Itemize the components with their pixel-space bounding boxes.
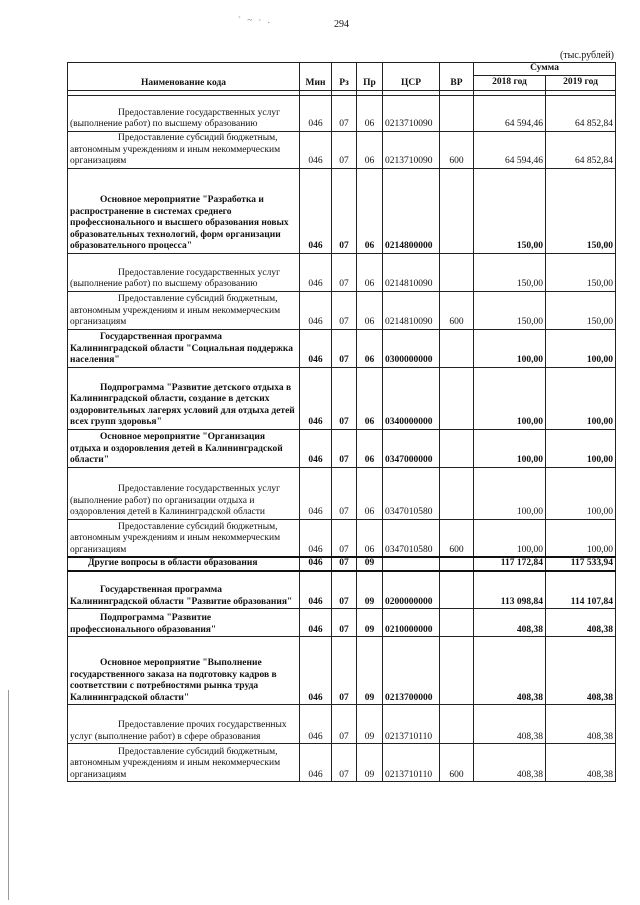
budget-table <box>67 62 616 782</box>
row-name: Предоставление субсидий бюджетным, автономным учреждениям и иным некоммерческим организациям <box>68 744 300 782</box>
header-name: Наименование кода <box>68 63 300 91</box>
row-pr: 06 <box>357 367 383 429</box>
header-year-2018: 2018 год <box>474 75 546 90</box>
row-csr: 0214810090 <box>383 291 440 329</box>
row-name: Государственная программа Калининградской области "Развитие образования" <box>68 571 300 609</box>
row-min: 046 <box>300 253 332 291</box>
row-sum-2018: 150,00 <box>474 253 546 291</box>
row-sum-2018: 408,38 <box>474 637 546 705</box>
row-vr <box>440 168 474 253</box>
table-row <box>68 637 616 705</box>
row-rz: 07 <box>332 467 357 519</box>
row-rz: 07 <box>332 571 357 609</box>
row-sum-2019: 408,38 <box>546 609 616 637</box>
row-sum-2018: 113 098,84 <box>474 571 546 609</box>
row-csr: 0347010580 <box>383 519 440 557</box>
row-rz: 07 <box>332 637 357 705</box>
row-csr: 0213710110 <box>383 705 440 744</box>
row-pr: 09 <box>357 744 383 782</box>
row-min: 046 <box>300 557 332 571</box>
header-rz: Рз <box>332 63 357 91</box>
row-name: Основное мероприятие "Разработка и распространение в системах среднего профессионального и высшего образования новых образовательных технологий, форм организации образовательного процесса" <box>68 168 300 253</box>
row-rz: 07 <box>332 131 357 168</box>
row-min: 046 <box>300 95 332 131</box>
table-row <box>68 131 616 168</box>
row-vr: 600 <box>440 519 474 557</box>
row-sum-2018: 100,00 <box>474 519 546 557</box>
row-csr: 0347010580 <box>383 467 440 519</box>
row-csr: 0213710090 <box>383 131 440 168</box>
row-pr: 06 <box>357 519 383 557</box>
row-sum-2018: 150,00 <box>474 168 546 253</box>
scan-marks: ` ~ · . <box>238 15 272 25</box>
row-csr: 0347000000 <box>383 429 440 467</box>
row-name: Предоставление прочих государственных услуг (выполнение работ) в сфере образования <box>68 705 300 744</box>
row-sum-2018: 100,00 <box>474 429 546 467</box>
row-pr: 09 <box>357 609 383 637</box>
row-rz: 07 <box>332 557 357 571</box>
row-name: Основное мероприятие "Выполнение государственного заказа на подготовку кадров в соответствии с потребностями рынка труда Калининградской области" <box>68 637 300 705</box>
row-pr: 06 <box>357 168 383 253</box>
row-name: Подпрограмма "Развитие профессионального образования" <box>68 609 300 637</box>
row-name: Предоставление субсидий бюджетным, автономным учреждениям и иным некоммерческим организациям <box>68 291 300 329</box>
table-row <box>68 609 616 637</box>
row-sum-2019: 114 107,84 <box>546 571 616 609</box>
row-pr: 09 <box>357 637 383 705</box>
row-csr: 0213700000 <box>383 637 440 705</box>
row-min: 046 <box>300 168 332 253</box>
row-min: 046 <box>300 519 332 557</box>
row-sum-2019: 100,00 <box>546 367 616 429</box>
row-pr: 06 <box>357 429 383 467</box>
row-vr <box>440 253 474 291</box>
row-vr <box>440 705 474 744</box>
row-name: Государственная программа Калининградской области "Социальная поддержка населения" <box>68 329 300 367</box>
row-sum-2019: 150,00 <box>546 253 616 291</box>
row-pr: 09 <box>357 571 383 609</box>
row-rz: 07 <box>332 253 357 291</box>
row-sum-2018: 100,00 <box>474 467 546 519</box>
table-row <box>68 253 616 291</box>
row-sum-2019: 64 852,84 <box>546 131 616 168</box>
row-vr <box>440 467 474 519</box>
table-row <box>68 744 616 782</box>
row-sum-2019: 150,00 <box>546 168 616 253</box>
row-rz: 07 <box>332 705 357 744</box>
row-name: Основное мероприятие "Организация отдыха и оздоровления детей в Калининградской области" <box>68 429 300 467</box>
row-sum-2018: 408,38 <box>474 744 546 782</box>
row-pr: 06 <box>357 131 383 168</box>
row-csr: 0340000000 <box>383 367 440 429</box>
row-rz: 07 <box>332 744 357 782</box>
row-sum-2018: 408,38 <box>474 705 546 744</box>
row-vr: 600 <box>440 291 474 329</box>
row-sum-2018: 64 594,46 <box>474 131 546 168</box>
row-csr: 0213710110 <box>383 744 440 782</box>
header-min: Мин <box>300 63 332 91</box>
table-row <box>68 429 616 467</box>
row-name: Предоставление государственных услуг (выполнение работ) по высшему образованию <box>68 253 300 291</box>
row-vr <box>440 329 474 367</box>
row-vr <box>440 429 474 467</box>
table-header <box>68 63 616 96</box>
row-vr <box>440 609 474 637</box>
row-min: 046 <box>300 367 332 429</box>
row-sum-2018: 64 594,46 <box>474 95 546 131</box>
table-row <box>68 557 616 571</box>
row-min: 046 <box>300 705 332 744</box>
row-pr: 06 <box>357 291 383 329</box>
row-pr: 06 <box>357 467 383 519</box>
table-row <box>68 367 616 429</box>
binding-edge-mark <box>8 690 9 900</box>
row-rz: 07 <box>332 519 357 557</box>
row-sum-2019: 408,38 <box>546 744 616 782</box>
row-rz: 07 <box>332 609 357 637</box>
page-number: 294 <box>334 19 349 30</box>
row-csr: 0214810090 <box>383 253 440 291</box>
row-vr <box>440 571 474 609</box>
row-min: 046 <box>300 291 332 329</box>
row-csr <box>383 557 440 571</box>
table-row <box>68 571 616 609</box>
row-min: 046 <box>300 571 332 609</box>
row-rz: 07 <box>332 95 357 131</box>
row-sum-2018: 150,00 <box>474 291 546 329</box>
row-vr <box>440 637 474 705</box>
row-name: Предоставление государственных услуг (выполнение работ) по высшему образованию <box>68 95 300 131</box>
row-sum-2019: 100,00 <box>546 329 616 367</box>
row-rz: 07 <box>332 329 357 367</box>
row-min: 046 <box>300 637 332 705</box>
row-sum-2019: 64 852,84 <box>546 95 616 131</box>
row-sum-2019: 117 533,94 <box>546 557 616 571</box>
row-min: 046 <box>300 744 332 782</box>
row-min: 046 <box>300 131 332 168</box>
header-sum: Сумма <box>474 63 616 76</box>
table-row <box>68 168 616 253</box>
row-min: 046 <box>300 429 332 467</box>
table-row <box>68 705 616 744</box>
row-sum-2018: 408,38 <box>474 609 546 637</box>
row-sum-2019: 100,00 <box>546 467 616 519</box>
row-pr: 06 <box>357 253 383 291</box>
units-label: (тыс.рублей) <box>559 50 614 61</box>
row-sum-2019: 408,38 <box>546 637 616 705</box>
table-body <box>68 95 616 782</box>
row-csr: 0300000000 <box>383 329 440 367</box>
row-pr: 09 <box>357 557 383 571</box>
row-pr: 09 <box>357 705 383 744</box>
row-vr: 600 <box>440 744 474 782</box>
row-sum-2019: 408,38 <box>546 705 616 744</box>
row-sum-2018: 117 172,84 <box>474 557 546 571</box>
row-rz: 07 <box>332 367 357 429</box>
row-vr <box>440 95 474 131</box>
row-vr <box>440 367 474 429</box>
table-row <box>68 95 616 131</box>
row-min: 046 <box>300 329 332 367</box>
row-rz: 07 <box>332 429 357 467</box>
row-sum-2019: 150,00 <box>546 291 616 329</box>
row-pr: 06 <box>357 95 383 131</box>
row-name: Предоставление субсидий бюджетным, автономным учреждениям и иным некоммерческим организациям <box>68 131 300 168</box>
row-pr: 06 <box>357 329 383 367</box>
row-vr: 600 <box>440 131 474 168</box>
row-sum-2018: 100,00 <box>474 329 546 367</box>
table-row <box>68 467 616 519</box>
row-sum-2019: 100,00 <box>546 519 616 557</box>
header-year-2019: 2019 год <box>546 75 616 90</box>
row-csr: 0213710090 <box>383 95 440 131</box>
row-min: 046 <box>300 609 332 637</box>
header-vr: ВР <box>440 63 474 91</box>
row-vr <box>440 557 474 571</box>
row-csr: 0214800000 <box>383 168 440 253</box>
table-row <box>68 291 616 329</box>
row-rz: 07 <box>332 291 357 329</box>
row-csr: 0200000000 <box>383 571 440 609</box>
row-min: 046 <box>300 467 332 519</box>
header-pr: Пр <box>357 63 383 91</box>
row-sum-2018: 100,00 <box>474 367 546 429</box>
row-name: Подпрограмма "Развитие детского отдыха в Калининградской области, создание в детских оздоровительных лагерях условий для отдыха детей всех групп здоровья" <box>68 367 300 429</box>
row-name: Предоставление государственных услуг (выполнение работ) по организации отдыха и оздоровления детей в Калининградской области <box>68 467 300 519</box>
row-name: Другие вопросы в области образования <box>68 557 300 571</box>
row-sum-2019: 100,00 <box>546 429 616 467</box>
header-csr: ЦСР <box>383 63 440 91</box>
row-name: Предоставление субсидий бюджетным, автономным учреждениям и иным некоммерческим организациям <box>68 519 300 557</box>
row-csr: 0210000000 <box>383 609 440 637</box>
table-row <box>68 519 616 557</box>
table-row <box>68 329 616 367</box>
row-rz: 07 <box>332 168 357 253</box>
